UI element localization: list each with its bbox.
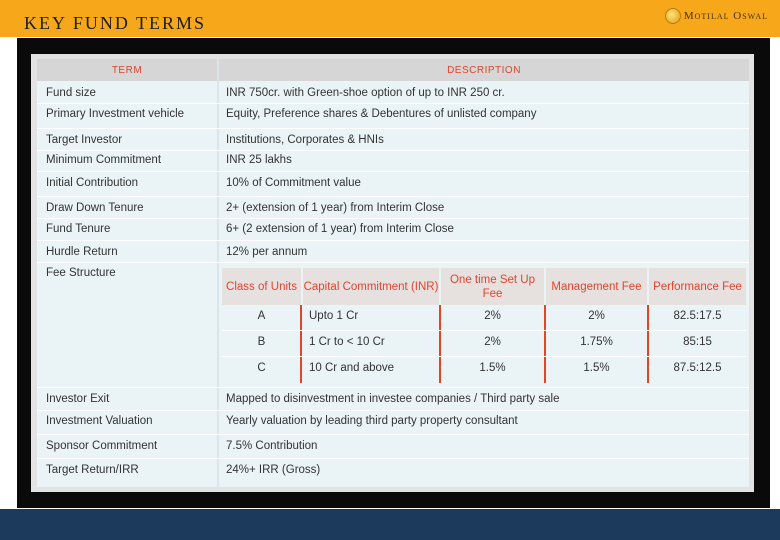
fee-cell-management-fee: 2% [588, 310, 605, 322]
term-hurdle-return: Hurdle Return [46, 246, 118, 258]
fee-cell-class: A [257, 310, 266, 322]
term-target-investor: Target Investor [46, 134, 123, 146]
fee-cell-setup-fee: 1.5% [479, 362, 506, 374]
fee-header-capital-commitment: Capital Commitment (INR) [303, 268, 439, 305]
fee-cell-setup-fee: 2% [484, 336, 501, 348]
fee-cell-management-fee: 1.5% [583, 362, 610, 374]
desc-target-investor: Institutions, Corporates & HNIs [226, 134, 384, 146]
desc-minimum-commitment: INR 25 lakhs [226, 154, 292, 166]
desc-investor-exit: Mapped to disinvestment in investee companies / Third party sale [226, 393, 560, 405]
row-separator [37, 103, 749, 104]
column-header-description: DESCRIPTION [219, 59, 749, 81]
row-separator [37, 128, 749, 129]
term-primary-investment-vehicle: Primary Investment vehicle [46, 108, 185, 120]
fee-header-class-of-units: Class of Units [222, 268, 301, 305]
footer-bar [0, 509, 780, 540]
row-separator [37, 458, 749, 459]
fee-cell-performance-fee: 82.5:17.5 [673, 310, 722, 322]
term-initial-contribution: Initial Contribution [46, 177, 139, 189]
term-fund-size: Fund size [46, 87, 96, 99]
term-investor-exit: Investor Exit [46, 393, 110, 405]
column-divider [217, 59, 219, 487]
fee-cell-class: B [257, 336, 266, 348]
row-separator [37, 171, 749, 172]
row-separator [37, 218, 749, 219]
term-fee-structure: Fee Structure [46, 267, 116, 279]
fee-header-performance-fee: Performance Fee [649, 268, 746, 305]
row-separator [37, 387, 749, 388]
desc-primary-investment-vehicle: Equity, Preference shares & Debentures of unlisted company [226, 108, 537, 120]
logo-icon [665, 8, 681, 24]
fee-cell-performance-fee: 87.5:12.5 [673, 362, 722, 374]
fee-cell-management-fee: 1.75% [580, 336, 613, 348]
fee-cell-commitment: 10 Cr and above [309, 362, 395, 374]
term-minimum-commitment: Minimum Commitment [46, 154, 162, 166]
desc-target-return: 24%+ IRR (Gross) [226, 464, 321, 476]
fee-cell-performance-fee: 85:15 [683, 336, 712, 348]
fee-row-separator [222, 330, 746, 331]
desc-hurdle-return: 12% per annum [226, 246, 308, 258]
term-fund-tenure: Fund Tenure [46, 223, 111, 235]
row-separator [37, 150, 749, 151]
fee-header-set-up-fee: One time Set Up Fee [441, 268, 544, 305]
row-separator [37, 434, 749, 435]
fee-header-management-fee: Management Fee [546, 268, 647, 305]
desc-investment-valuation: Yearly valuation by leading third party property consultant [226, 415, 518, 427]
column-header-term: TERM [37, 59, 217, 81]
row-separator [37, 240, 749, 241]
term-target-return: Target Return/IRR [46, 464, 139, 476]
fee-cell-class: C [257, 362, 266, 374]
logo-text: Motilal Oswal [683, 10, 768, 22]
desc-draw-down-tenure: 2+ (extension of 1 year) from Interim Close [226, 202, 445, 214]
fee-cell-commitment: Upto 1 Cr [309, 310, 359, 322]
row-separator [37, 410, 749, 411]
desc-initial-contribution: 10% of Commitment value [226, 177, 361, 189]
term-sponsor-commitment: Sponsor Commitment [46, 440, 158, 452]
desc-fund-size: INR 750cr. with Green-shoe option of up to INR 250 cr. [226, 87, 505, 99]
fee-cell-setup-fee: 2% [484, 310, 501, 322]
desc-fund-tenure: 6+ (2 extension of 1 year) from Interim Close [226, 223, 454, 235]
term-investment-valuation: Investment Valuation [46, 415, 153, 427]
desc-sponsor-commitment: 7.5% Contribution [226, 440, 318, 452]
brand-logo [665, 8, 768, 24]
fee-row-separator [222, 356, 746, 357]
page-title: KEY FUND TERMS [24, 13, 207, 33]
row-separator [37, 262, 749, 263]
term-draw-down-tenure: Draw Down Tenure [46, 202, 144, 214]
fee-cell-commitment: 1 Cr to < 10 Cr [309, 336, 385, 348]
row-separator [37, 196, 749, 197]
